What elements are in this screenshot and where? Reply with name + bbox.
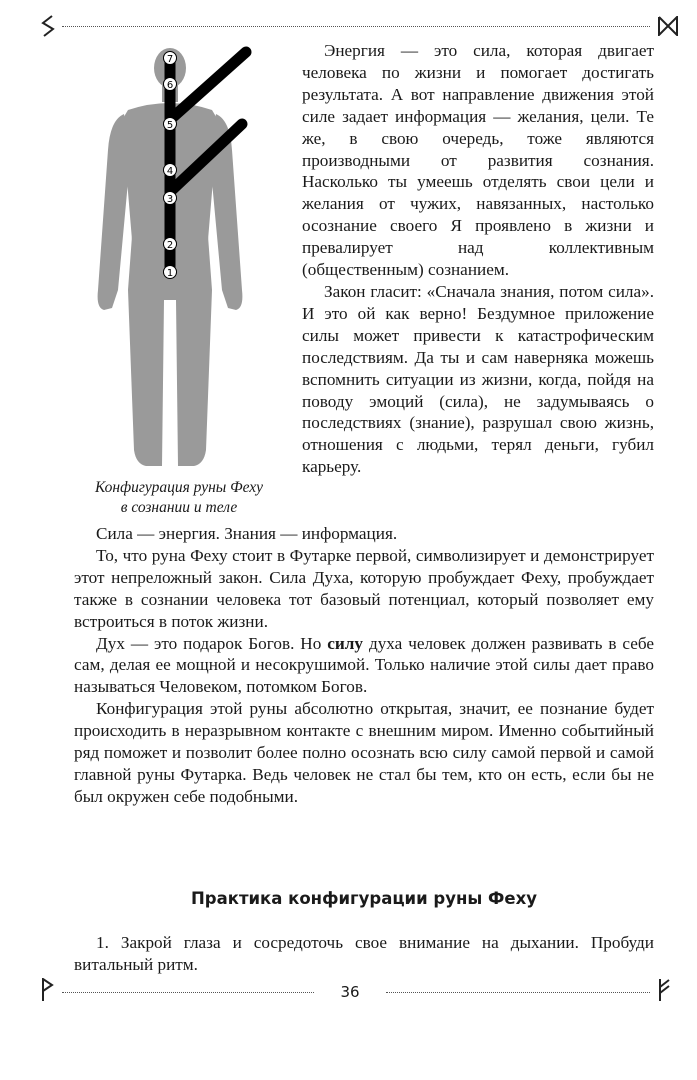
dagaz-rune-icon xyxy=(657,16,679,36)
svg-text:6: 6 xyxy=(166,80,174,91)
point-7 xyxy=(164,52,177,66)
full-width-text-block xyxy=(74,523,654,808)
paragraph: Закон гласит: «Сначала знания, потом сила». И это ой как верно! Бездумное приложение силы может привести к катастрофическим последствиям. Да ты и сам наверняка можешь вспомнить ситуации из жизни, когда, пойдя на поводу эмоций (сила), не задумываясь о последствиях (знание), разрушал свою жизнь, отношения с людьми, терял деньги, губил карьеру. xyxy=(302,281,654,477)
wunjo-rune-icon xyxy=(40,978,54,1002)
paragraph: Сила — энергия. Знания — информация. xyxy=(96,524,398,543)
rune-figure xyxy=(58,40,298,480)
list-item: 1. Закрой глаза и сосредоточь свое внимание на дыхании. Пробуди витальный ритм. xyxy=(74,933,654,974)
paragraph: Конфигурация этой руны абсолютно открытая, значит, ее познание будет происходить в неразрывном контакте с внешним миром. Именно событийный ряд поможет и позволит более полно осознать всю силу самой первой и самой главной руны Футарка. Ведь человек не стал бы тем, кто он есть, если бы не был окружен себе подобными. xyxy=(74,699,654,806)
paragraph xyxy=(74,633,654,699)
page-number: 36 xyxy=(340,983,360,1001)
figure-caption xyxy=(56,478,302,518)
practice-list xyxy=(74,932,654,976)
caption-line: в сознании и теле xyxy=(120,499,238,516)
point-6 xyxy=(164,78,177,92)
text-run: духа человек должен развивать в себе сам, делая ее мощной и несокрушимой. Только наличие этой силы дает право называться Человеком, потомком Богов. xyxy=(74,633,654,697)
point-2 xyxy=(164,238,177,252)
svg-text:5: 5 xyxy=(166,120,174,131)
point-label: 7 xyxy=(166,54,174,65)
paragraph: Энергия — это сила, которая двигает человека по жизни и помогает достигать результата. А вот направление движения этой силе задает информация — желания, цели. Те же, в свою очередь, тоже являются производными от развития сознания. Насколько ты умеешь отделять свои цели и желания от чужих, навязанных, настолько осознание своего Я проявлено в жизни и превалирует над коллективным (общественным) сознанием. xyxy=(302,41,654,280)
paragraph: То, что руна Феху стоит в Футарке первой, символизирует и демонстрирует этот непреложный закон. Сила Духа, которую пробуждает Феху, пробуждает также в сознании человека тот базовый потенциал, который позволяет ему встроиться в поток жизни. xyxy=(74,545,654,631)
top-rule xyxy=(62,26,650,27)
bold-word: силу xyxy=(327,633,364,653)
bottom-rule-left xyxy=(62,992,314,993)
fehu-rune-icon xyxy=(657,978,671,1002)
section-heading: Практика конфигурации руны Феху xyxy=(190,889,538,908)
bottom-rule-right xyxy=(386,992,650,993)
svg-text:4: 4 xyxy=(166,166,174,177)
point-5 xyxy=(164,118,177,132)
caption-line: Конфигурация руны Феху xyxy=(94,479,264,496)
point-1 xyxy=(164,266,177,280)
sowilo-rune-icon xyxy=(40,15,56,37)
point-4 xyxy=(164,164,177,178)
svg-text:2: 2 xyxy=(166,240,174,251)
wrapped-text-block xyxy=(302,40,654,478)
point-3 xyxy=(164,192,177,206)
svg-text:1: 1 xyxy=(166,268,174,279)
text-run: Дух — это подарок Богов. Но xyxy=(96,633,328,653)
svg-text:3: 3 xyxy=(166,194,174,205)
